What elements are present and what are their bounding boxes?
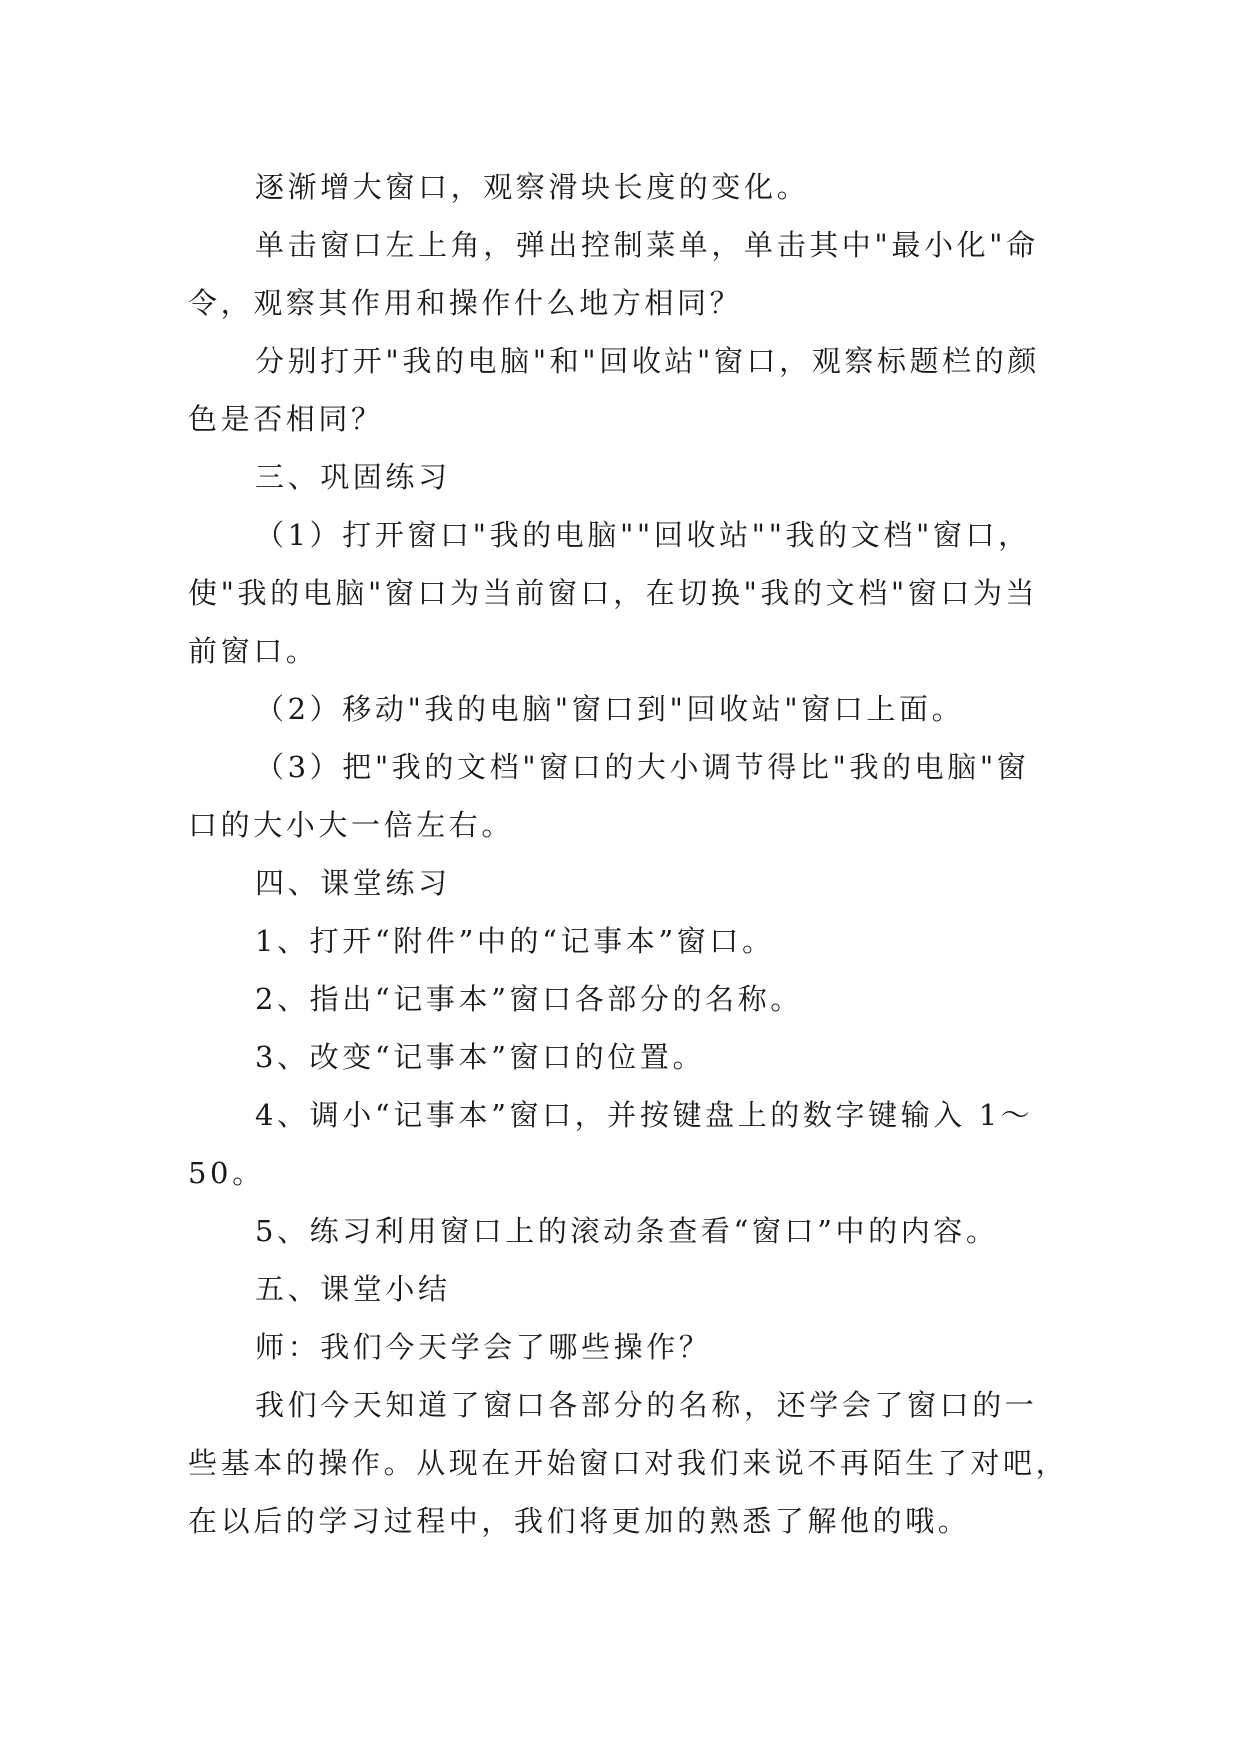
section-heading: 五、课堂小结	[255, 1272, 451, 1306]
text-line: 5、练习利用窗口上的滚动条查看“窗口”中的内容。	[255, 1214, 999, 1248]
section-heading: 三、巩固练习	[255, 460, 451, 494]
text-line: 令，观察其作用和操作什么地方相同？	[188, 286, 743, 320]
text-line: （3）把"我的文档"窗口的大小调节得比"我的电脑"窗	[255, 750, 1030, 784]
text-line: 单击窗口左上角，弹出控制菜单，单击其中"最小化"命	[255, 228, 1039, 262]
text-line: 师：我们今天学会了哪些操作？	[255, 1330, 712, 1364]
text-line: 50。	[188, 1156, 265, 1190]
text-line: 4、调小“记事本”窗口，并按键盘上的数字键输入 1～	[255, 1098, 1034, 1132]
text-line: 色是否相同？	[188, 402, 384, 436]
text-line: 2、指出“记事本”窗口各部分的名称。	[255, 982, 803, 1016]
text-line: 在以后的学习过程中，我们将更加的熟悉了解他的哦。	[188, 1504, 971, 1538]
text-line: 分别打开"我的电脑"和"回收站"窗口，观察标题栏的颜	[255, 344, 1040, 378]
text-line: 使"我的电脑"窗口为当前窗口，在切换"我的文档"窗口为当	[188, 576, 1039, 610]
text-line: 3、改变“记事本”窗口的位置。	[255, 1040, 706, 1074]
text-line: 1、打开“附件”中的“记事本”窗口。	[255, 924, 775, 958]
text-line: 口的大小大一倍左右。	[188, 808, 515, 842]
section-heading: 四、课堂练习	[255, 866, 451, 900]
text-line: （2）移动"我的电脑"窗口到"回收站"窗口上面。	[255, 692, 965, 726]
text-line: 些基本的操作。从现在开始窗口对我们来说不再陌生了对吧，	[188, 1446, 1068, 1480]
text-line: 逐渐增大窗口，观察滑块长度的变化。	[255, 170, 810, 204]
text-line: 我们今天知道了窗口各部分的名称，还学会了窗口的一	[255, 1388, 1038, 1422]
text-line: （1）打开窗口"我的电脑""回收站""我的文档"窗口，	[255, 518, 1031, 552]
text-line: 前窗口。	[188, 634, 319, 668]
